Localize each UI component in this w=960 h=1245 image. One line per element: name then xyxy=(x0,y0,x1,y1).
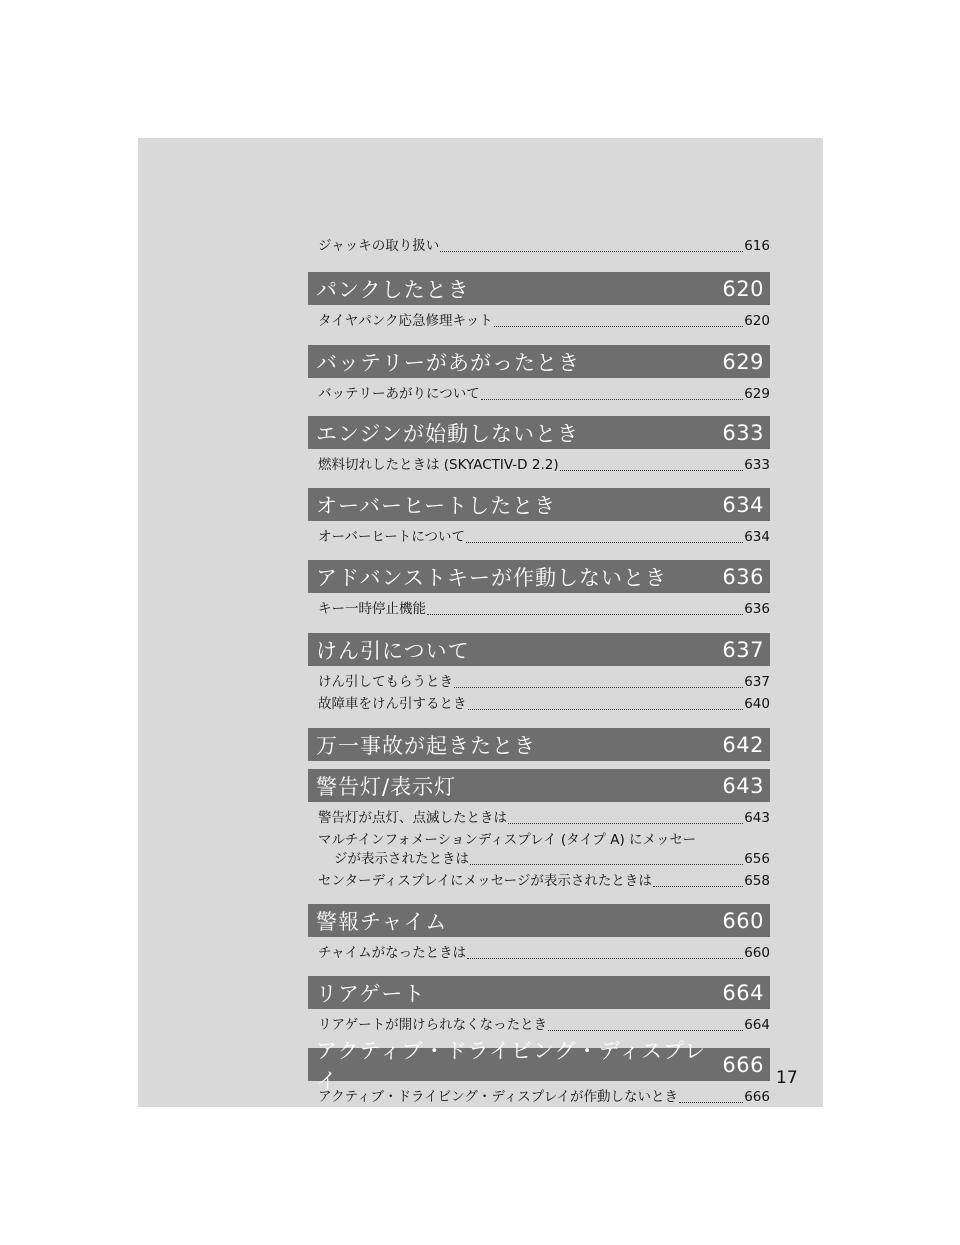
entry-title-line1: マルチインフォメーションディスプレイ (タイプ A) にメッセー xyxy=(318,832,696,848)
section-page: 636 xyxy=(722,564,764,589)
toc-entry-jack[interactable] xyxy=(318,238,770,255)
entry-page: 664 xyxy=(744,1017,770,1033)
toc-entry-warning-lit[interactable] xyxy=(318,810,770,827)
section-heading-accident[interactable] xyxy=(308,728,770,761)
table-of-contents xyxy=(308,232,770,1106)
leader-dots xyxy=(468,709,744,710)
leader-dots xyxy=(466,542,743,543)
section-title: 警告灯/表示灯 xyxy=(316,774,457,799)
section-heading-towing[interactable] xyxy=(308,633,770,666)
section-title: 警報チャイム xyxy=(316,909,448,934)
section-page: 664 xyxy=(722,980,764,1005)
section-page: 629 xyxy=(722,349,764,374)
section-heading-warning-lights[interactable] xyxy=(308,769,770,802)
section-page: 660 xyxy=(722,908,764,933)
entry-page: 637 xyxy=(744,674,770,690)
leader-dots xyxy=(467,958,743,959)
section-title: バッテリーがあがったとき xyxy=(316,350,580,375)
entry-title: リアゲートが開けられなくなったとき xyxy=(318,1017,548,1033)
leader-dots xyxy=(470,864,743,865)
toc-entry-be-towed[interactable] xyxy=(318,674,770,691)
entry-page: 616 xyxy=(744,238,770,254)
section-title: パンクしたとき xyxy=(316,277,470,302)
leader-dots xyxy=(560,470,744,471)
section-page: 666 xyxy=(722,1052,764,1077)
entry-title: けん引してもらうとき xyxy=(318,674,453,690)
section-heading-battery[interactable] xyxy=(308,345,770,378)
leader-dots xyxy=(653,886,743,887)
leader-dots xyxy=(481,399,743,400)
entry-page: 633 xyxy=(744,457,770,473)
entry-title-line2: ジが表示されたときは xyxy=(334,851,469,867)
section-heading-active-driving-display[interactable] xyxy=(308,1038,770,1093)
section-page: 620 xyxy=(722,276,764,301)
toc-entry-key-suspend[interactable] xyxy=(318,601,770,618)
entry-page: 640 xyxy=(744,696,770,712)
entry-page: 666 xyxy=(744,1089,770,1105)
toc-entry-battery[interactable] xyxy=(318,386,770,403)
entry-page: 658 xyxy=(744,873,770,889)
toc-entry-overheat[interactable] xyxy=(318,529,770,546)
leader-dots xyxy=(440,251,743,252)
entry-page: 636 xyxy=(744,601,770,617)
section-title: オーバーヒートしたとき xyxy=(316,493,557,518)
leader-dots xyxy=(494,326,744,327)
entry-page: 620 xyxy=(744,313,770,329)
section-heading-engine[interactable] xyxy=(308,416,770,449)
section-title: エンジンが始動しないとき xyxy=(316,421,579,446)
entry-title: アクティブ・ドライビング・ディスプレイが作動しないとき xyxy=(318,1089,679,1105)
toc-entry-repair-kit[interactable] xyxy=(318,313,770,330)
section-page: 643 xyxy=(722,773,764,798)
section-heading-liftgate[interactable] xyxy=(308,976,770,1009)
entry-title: センターディスプレイにメッセージが表示されたときは xyxy=(318,873,652,889)
entry-title: 燃料切れしたときは (SKYACTIV-D 2.2) xyxy=(318,457,559,473)
toc-entry-multi-info-display[interactable] xyxy=(318,832,770,868)
leader-dots xyxy=(454,687,743,688)
leader-dots xyxy=(508,823,743,824)
section-heading-advanced-key[interactable] xyxy=(308,560,770,593)
section-page: 637 xyxy=(722,637,764,662)
section-title: アドバンストキーが作動しないとき xyxy=(316,565,667,590)
entry-page: 629 xyxy=(744,386,770,402)
section-heading-puncture[interactable] xyxy=(308,272,770,305)
toc-entry-fuel[interactable] xyxy=(318,457,770,474)
toc-entry-tow-vehicle[interactable] xyxy=(318,696,770,713)
entry-title: タイヤパンク応急修理キット xyxy=(318,313,493,329)
section-title: 万一事故が起きたとき xyxy=(316,733,536,758)
toc-entry-center-display[interactable] xyxy=(318,873,770,890)
leader-dots xyxy=(679,1102,743,1103)
toc-entry-chime[interactable] xyxy=(318,945,770,962)
leader-dots xyxy=(548,1030,743,1031)
entry-page: 656 xyxy=(744,851,770,867)
entry-title: チャイムがなったときは xyxy=(318,945,467,961)
entry-title: バッテリーあがりについて xyxy=(318,386,480,402)
section-heading-chime[interactable] xyxy=(308,904,770,937)
section-title: リアゲート xyxy=(316,981,426,1006)
section-page: 642 xyxy=(722,732,764,757)
leader-dots xyxy=(427,614,743,615)
entry-title: オーバーヒートについて xyxy=(318,529,466,545)
entry-page: 643 xyxy=(744,810,770,826)
entry-title: 警告灯が点灯、点滅したときは xyxy=(318,810,507,826)
toc-entry-liftgate[interactable] xyxy=(318,1017,770,1034)
section-page: 633 xyxy=(722,420,764,445)
section-page: 634 xyxy=(722,492,764,517)
section-title: アクティブ・ドライビング・ディスプレイ xyxy=(316,1038,707,1093)
entry-title: キー一時停止機能 xyxy=(318,601,426,617)
section-heading-overheat[interactable] xyxy=(308,488,770,521)
entry-page: 660 xyxy=(744,945,770,961)
section-title: けん引について xyxy=(316,638,470,663)
entry-title: 故障車をけん引するとき xyxy=(318,696,467,712)
page-number: 17 xyxy=(776,1068,798,1088)
entry-page: 634 xyxy=(744,529,770,545)
entry-title: ジャッキの取り扱い xyxy=(318,238,440,254)
